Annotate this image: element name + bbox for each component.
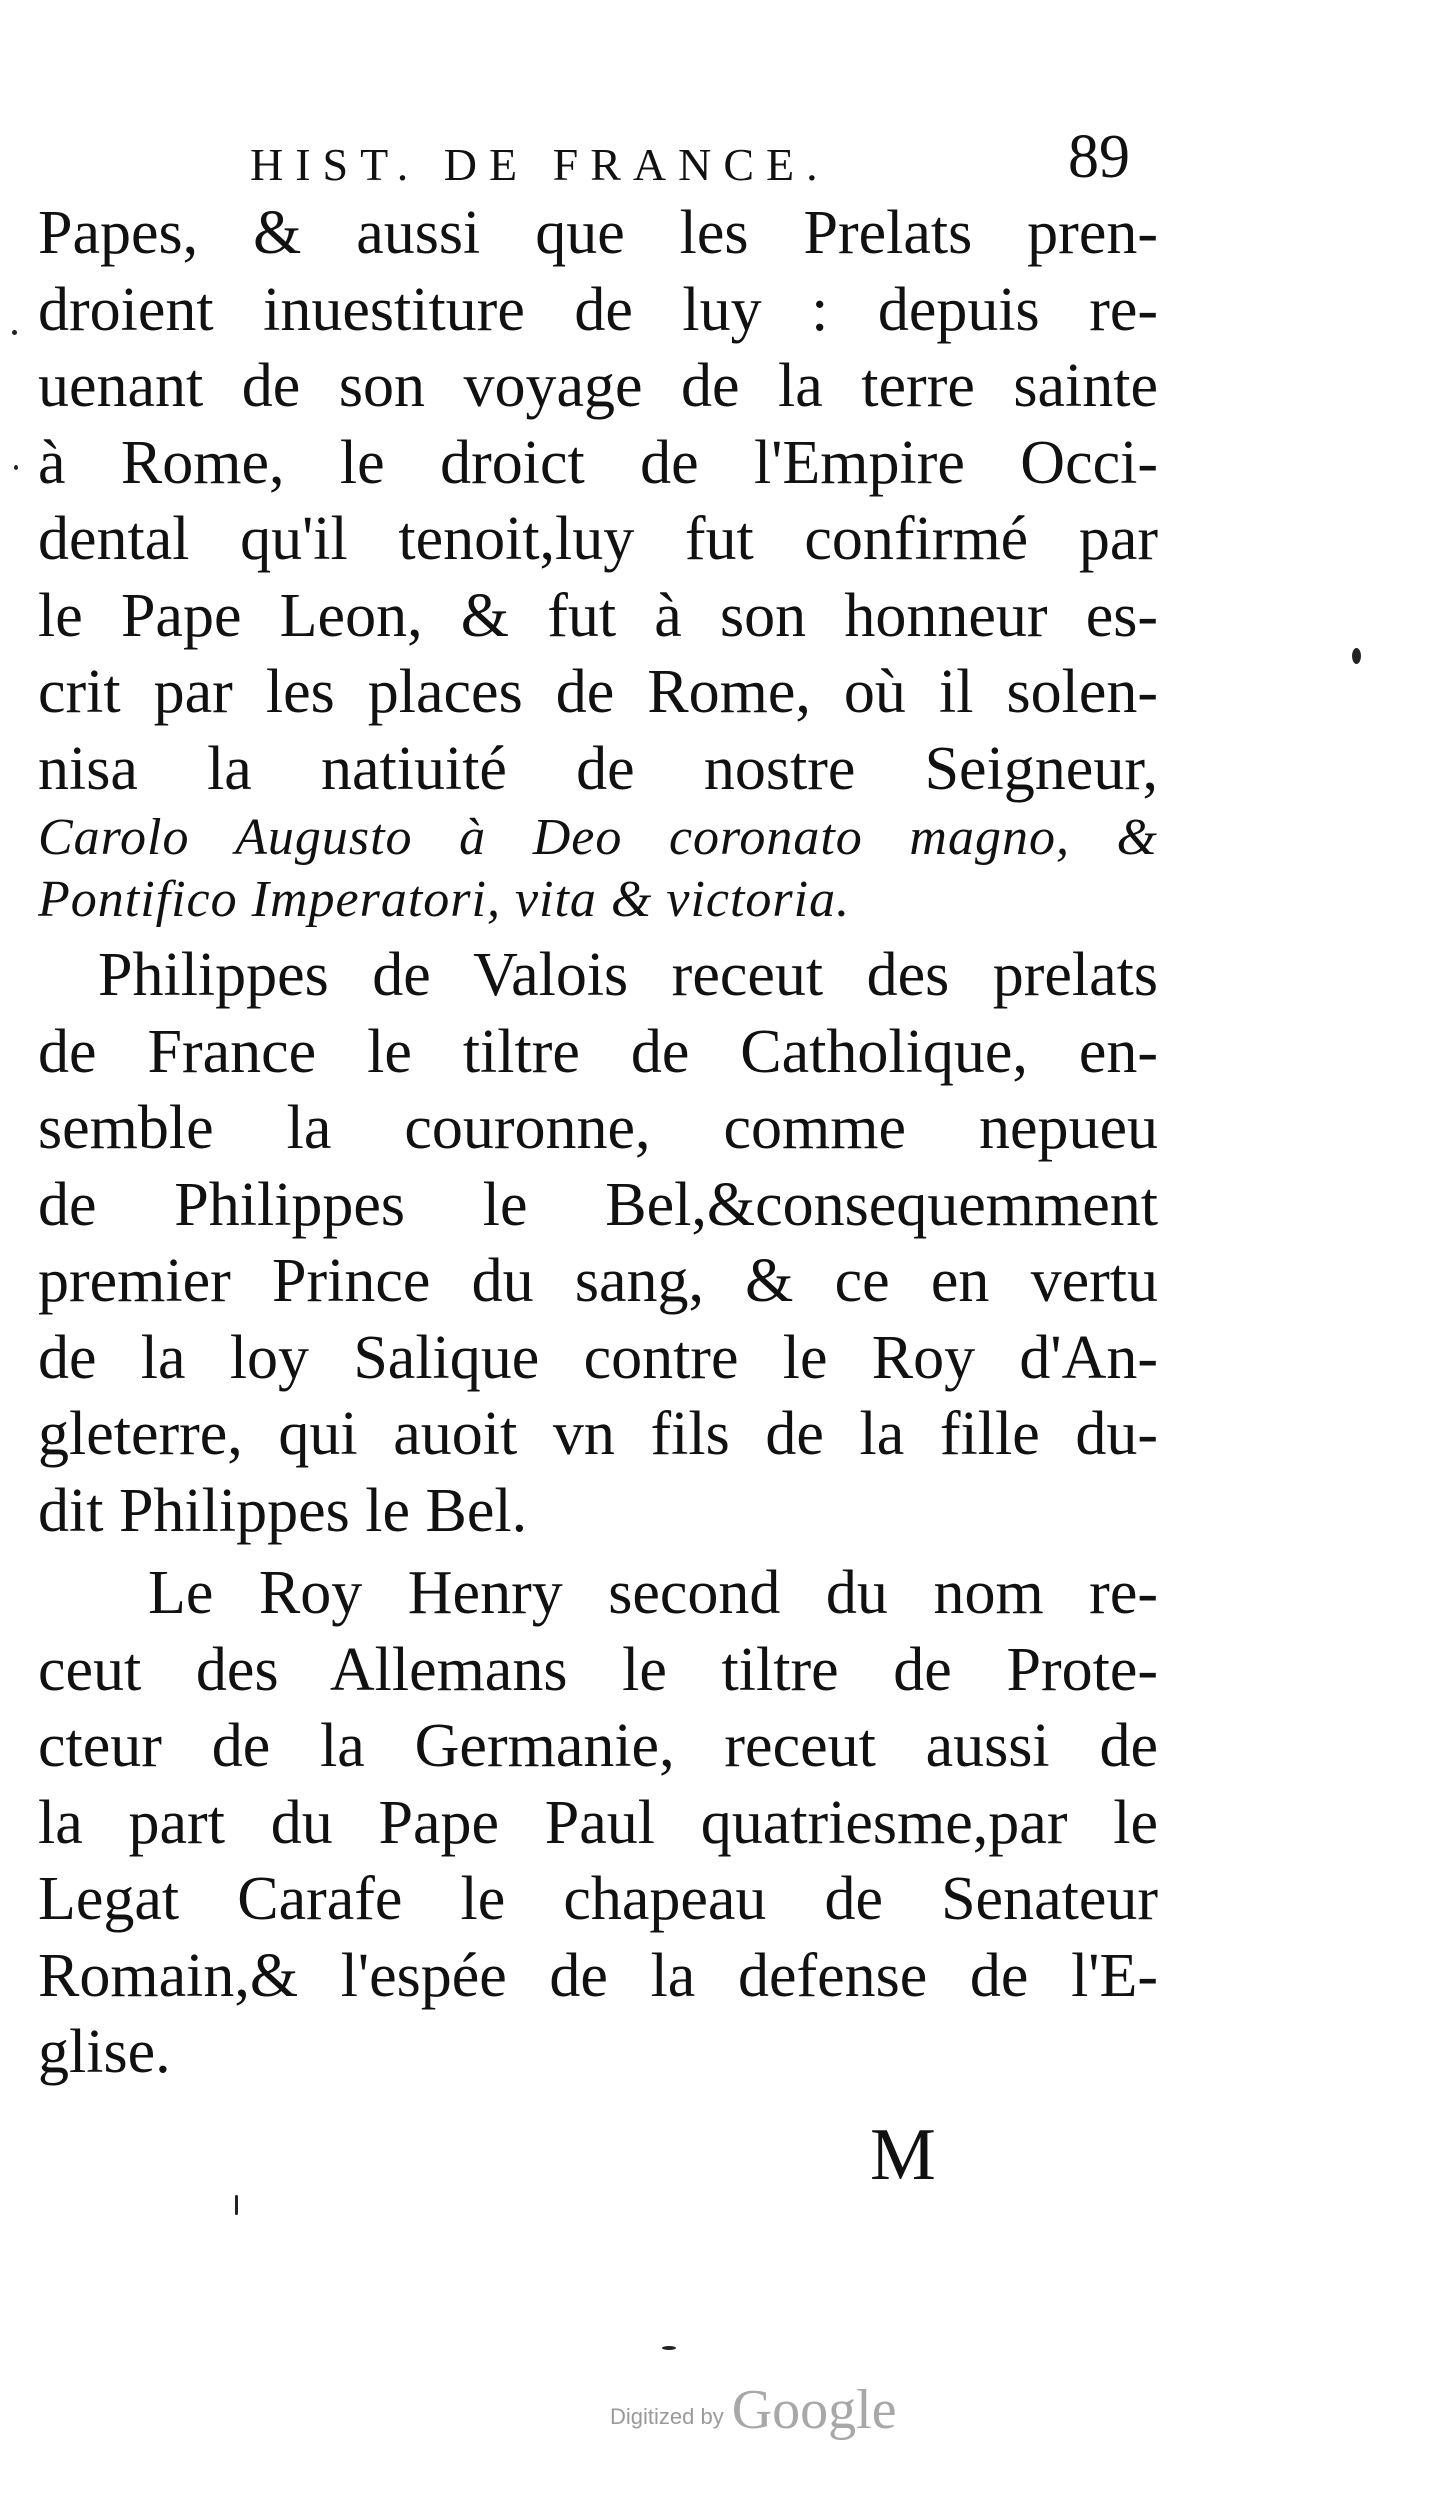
text-line: de la loy Salique contre le Roy d'An- <box>38 1323 1158 1392</box>
text-line: crit par les places de Rome, où il solen- <box>38 658 1158 726</box>
running-title: HIST. DE FRANCE. <box>250 139 830 190</box>
ink-speck <box>235 2195 238 2215</box>
paragraph-start-line: Philippes de Valois receut des prelats <box>98 941 1158 1009</box>
text-line: uenant de son voyage de la terre sainte <box>38 352 1158 420</box>
text-line: nisa la natiuité de nostre Seigneur, <box>38 734 1158 803</box>
text-line: dental qu'il tenoit,luy fut confirmé par <box>38 505 1158 573</box>
ink-speck <box>12 330 17 335</box>
text-line: gleterre, qui auoit vn fils de la fille du- <box>38 1400 1158 1468</box>
page-number: 89 <box>1068 123 1130 191</box>
paragraph-start-line: Le Roy Henry second du nom re- <box>148 1559 1158 1627</box>
watermark-prefix: Digitized by <box>610 2404 724 2429</box>
text-line: la part du Pape Paul quatriesme,par le <box>38 1788 1158 1857</box>
ink-speck <box>662 2346 676 2350</box>
text-line: Romain,& l'espée de la defense de l'E- <box>38 1941 1158 2010</box>
text-line: cteur de la Germanie, receut aussi de <box>38 1712 1158 1780</box>
google-logo: Google <box>731 2379 897 2441</box>
ink-speck <box>14 465 18 470</box>
text-line: de France le tiltre de Catholique, en- <box>38 1017 1158 1086</box>
paragraph-end-line: dit Philippes le Bel. <box>38 1476 528 1545</box>
text-line: premier Prince du sang, & ce en vertu <box>38 1247 1158 1315</box>
text-line: Legat Carafe le chapeau de Senateur <box>38 1865 1158 1933</box>
running-head <box>250 125 1130 195</box>
latin-inscription-line: Pontifico Imperatori, vita & victoria. <box>38 871 851 928</box>
digitization-watermark <box>610 2370 897 2440</box>
text-line: semble la couronne, comme nepueu <box>38 1094 1158 1162</box>
text-line: droient inuestiture de luy : depuis re- <box>38 275 1158 344</box>
text-line: de Philippes le Bel,&consequemment <box>38 1170 1158 1239</box>
text-line: ceut des Allemans le tiltre de Prote- <box>38 1635 1158 1704</box>
text-line: à Rome, le droict de l'Empire Occi- <box>38 428 1158 497</box>
catchword: M <box>870 2114 936 2196</box>
text-line: Papes, & aussi que les Prelats pren- <box>38 199 1158 267</box>
text-line: le Pape Leon, & fut à son honneur es- <box>38 581 1158 650</box>
latin-inscription-line: Carolo Augusto à Deo coronato magno, & <box>38 809 1158 866</box>
body-text <box>38 195 1158 2091</box>
paragraph-end-line: glise. <box>38 2018 171 2086</box>
ink-speck <box>1352 648 1361 664</box>
